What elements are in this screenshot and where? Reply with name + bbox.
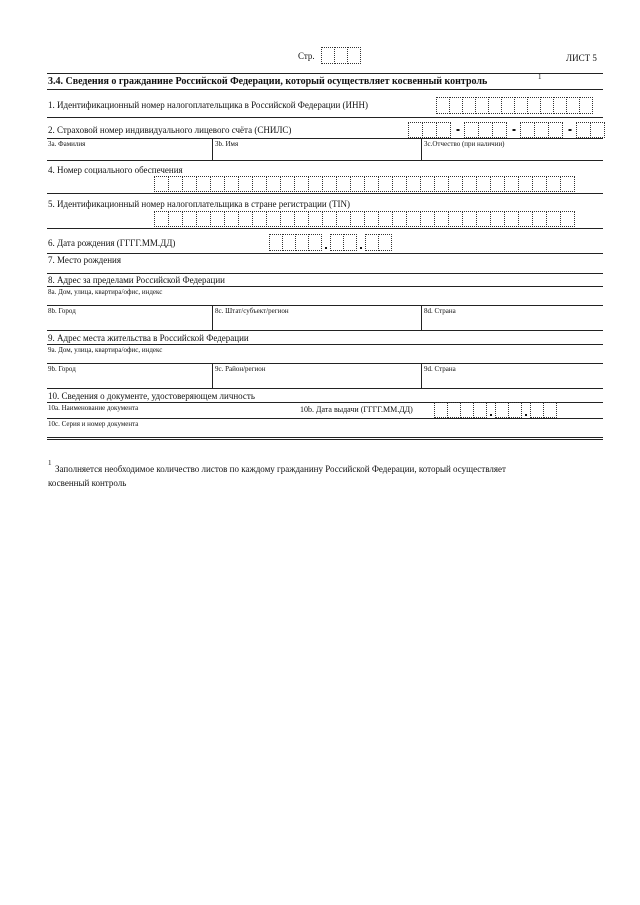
field-social-number-label: 4. Номер социального обеспечения <box>48 165 183 175</box>
bottom-rule <box>47 439 603 440</box>
field-foreign-address-label: 8. Адрес за пределами Российской Федерации <box>48 275 225 285</box>
footnote-line-1: Заполняется необходимое количество листов по каждому гражданину Российской Федерации, который осуществляет <box>55 464 506 474</box>
field-tin-boxes[interactable] <box>154 211 574 227</box>
footnote-mark: 1 <box>48 459 52 467</box>
field-birthdate-label: 6. Дата рождения (ГГГГ.ММ.ДД) <box>48 238 176 248</box>
field-birthplace-label: 7. Место рождения <box>48 255 122 265</box>
field-rf-street-label: 9a. Дом, улица, квартира/офис, индекс <box>48 346 163 354</box>
field-document-name-label: 10a. Наименование документа <box>48 404 139 412</box>
field-birthdate-boxes[interactable] <box>269 234 391 251</box>
footnote-line-2: косвенный контроль <box>48 478 127 488</box>
field-snils-label: 2. Страховой номер индивидуального лицевого счёта (СНИЛС) <box>48 125 292 135</box>
section-title: 3.4. Сведения о гражданине Российской Федерации, который осуществляет косвенный контроль <box>48 76 488 87</box>
field-firstname-label: 3b. Имя <box>215 140 239 148</box>
field-social-number-boxes[interactable] <box>154 176 574 192</box>
field-rf-country-label: 9d. Страна <box>424 365 456 373</box>
top-rule <box>47 73 603 74</box>
field-tin-label: 5. Идентификационный номер налогоплательщика в стране регистрации (TIN) <box>48 199 350 209</box>
field-document-series-label: 10c. Серия и номер документа <box>48 420 139 428</box>
field-id-document-label: 10. Сведения о документе, удостоверяющем личность <box>48 391 255 401</box>
field-snils-boxes[interactable] <box>408 122 604 138</box>
field-issue-date-boxes[interactable] <box>434 402 556 418</box>
field-foreign-region-label: 8c. Штат/субъект/регион <box>215 307 289 315</box>
field-patronymic-label: 3c.Отчество (при наличии) <box>424 140 505 148</box>
page-number-label: Стр. <box>298 51 315 61</box>
field-foreign-street-label: 8a. Дом, улица, квартира/офис, индекс <box>48 288 163 296</box>
section-footnote-mark: 1 <box>538 73 542 81</box>
field-rf-district-label: 9c. Район/регион <box>215 365 266 373</box>
field-foreign-country-label: 8d. Страна <box>424 307 456 315</box>
field-inn-boxes[interactable] <box>436 97 592 114</box>
field-rf-city-label: 9b. Город <box>48 365 76 373</box>
field-rf-address-label: 9. Адрес места жительства в Российской Федерации <box>48 333 249 343</box>
page-number-boxes[interactable] <box>321 47 360 64</box>
field-issue-date-label: 10b. Дата выдачи (ГГГГ.ММ.ДД) <box>300 405 413 414</box>
sheet-number: ЛИСТ 5 <box>566 53 597 63</box>
field-surname-label: 3a. Фамилия <box>48 140 86 148</box>
field-inn-label: 1. Идентификационный номер налогоплательщика в Российской Федерации (ИНН) <box>48 100 369 110</box>
field-foreign-city-label: 8b. Город <box>48 307 76 315</box>
